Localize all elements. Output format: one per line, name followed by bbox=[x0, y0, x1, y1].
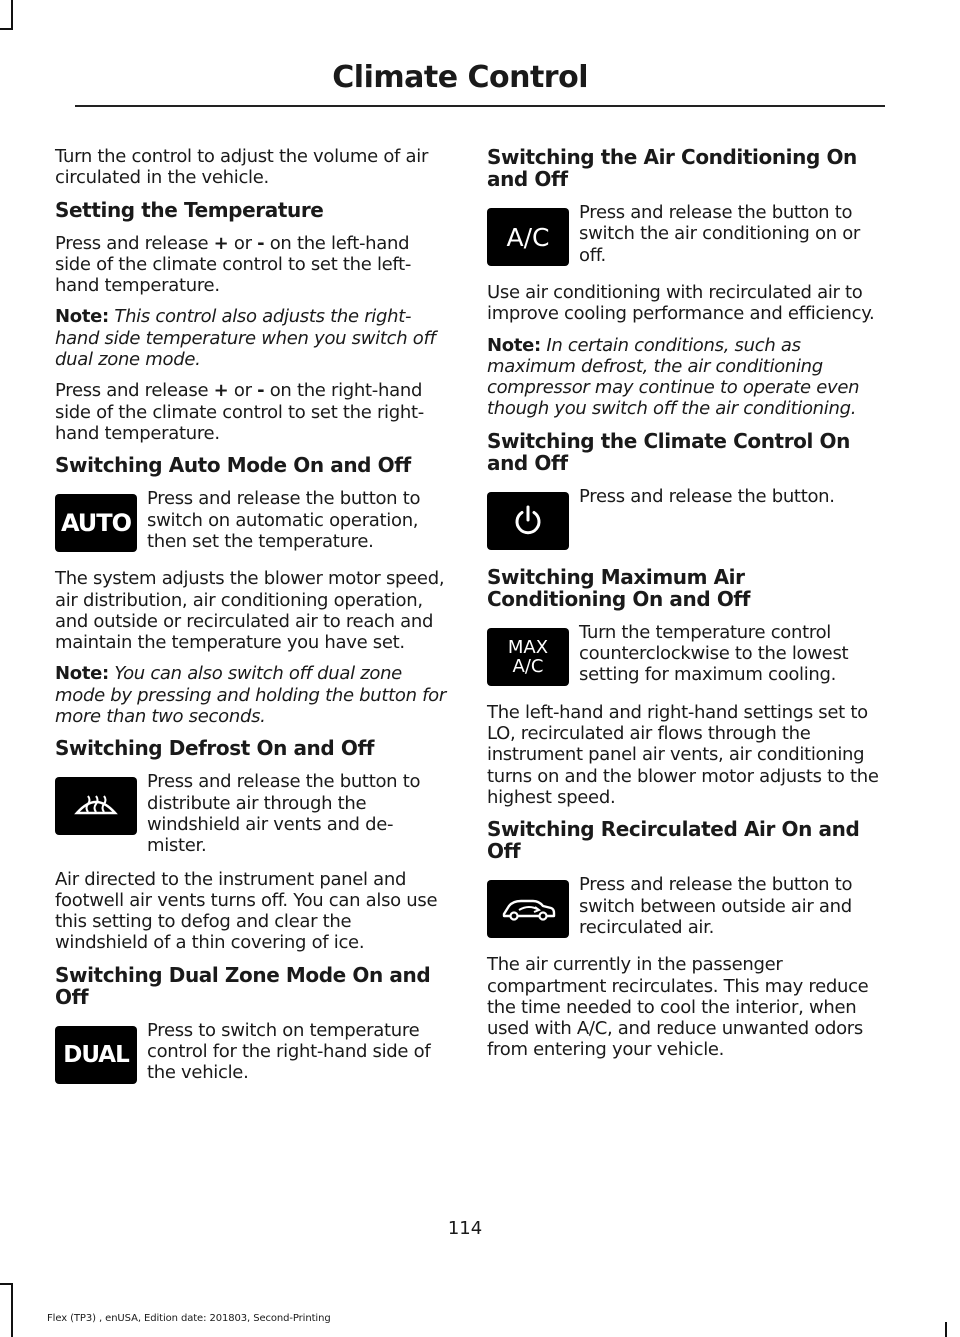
air-conditioning-paragraph: Use air conditioning with recirculated air to improve cooling performance and efficiency. bbox=[487, 282, 875, 325]
intro-paragraph: Turn the control to adjust the volume of air circulated in the vehicle. bbox=[55, 146, 429, 189]
air-conditioning-block bbox=[487, 202, 879, 270]
footer-edition-info: Flex (TP3) , enUSA, Edition date: 201803, Second-Printing bbox=[47, 1313, 331, 1324]
dual-zone-button-icon: DUAL bbox=[55, 1026, 137, 1084]
heading-setting-temperature: Setting the Temperature bbox=[55, 197, 324, 222]
power-text: Press and release the button. bbox=[579, 485, 835, 507]
auto-mode-note: Note: You can also switch off dual zone mode by pressing and holding the button for more than two seconds. bbox=[55, 663, 446, 728]
plus-symbol: + bbox=[213, 232, 229, 254]
temperature-left-paragraph: Press and release + or - on the left-hand side of the climate control to set the left-hand temperature. bbox=[55, 232, 412, 297]
crop-mark-bottom-left-vertical bbox=[11, 1283, 13, 1337]
max-ac-text: Turn the temperature control counterclockwise to the lowest setting for maximum cooling. bbox=[579, 621, 849, 686]
air-conditioning-button-icon: A/C bbox=[487, 208, 569, 266]
auto-mode-text: Press and release the button to switch on automatic operation, then set the temperature. bbox=[147, 488, 421, 552]
heading-climate-control-power: Switching the Climate Control On and Off bbox=[487, 428, 850, 475]
power-block bbox=[487, 486, 879, 554]
crop-mark-bottom-left-horizontal bbox=[0, 1283, 13, 1285]
max-ac-paragraph: The left-hand and right-hand settings set to LO, recirculated air flows through the instrument panel air vents, air conditioning turns on and the blower motor adjusts to the highest speed. bbox=[487, 701, 879, 808]
max-ac-block bbox=[487, 622, 879, 690]
dual-zone-text: Press to switch on temperature control for the right-hand side of the vehicle. bbox=[147, 1019, 431, 1084]
max-ac-button-icon: MAX A/C bbox=[487, 628, 569, 686]
page-title: Climate Control bbox=[332, 60, 588, 95]
temperature-note: Note: This control also adjusts the right-hand side temperature when you switch off dual zone mode. bbox=[55, 306, 436, 371]
page-number: 114 bbox=[447, 1218, 483, 1239]
temperature-right-paragraph: Press and release + or - on the right-hand side of the climate control to set the right-hand temperature. bbox=[55, 380, 424, 444]
heading-dual-zone: Switching Dual Zone Mode On and Off bbox=[55, 962, 431, 1009]
defrost-paragraph: Air directed to the instrument panel and footwell air vents turns off. You can also use this setting to defog and clear the windshield of a thin covering of ice. bbox=[55, 868, 438, 954]
minus-symbol: - bbox=[257, 232, 265, 254]
title-rule bbox=[75, 105, 885, 107]
windshield-defrost-icon bbox=[55, 777, 137, 835]
recirculated-air-block bbox=[487, 874, 879, 942]
heading-max-ac: Switching Maximum Air Conditioning On and Off bbox=[487, 564, 751, 611]
auto-button-icon: AUTO bbox=[55, 494, 137, 552]
heading-recirculated-air: Switching Recirculated Air On and Off bbox=[487, 817, 860, 864]
power-button-icon bbox=[487, 492, 569, 550]
right-column bbox=[487, 146, 879, 1071]
auto-mode-paragraph: The system adjusts the blower motor speed, air distribution, air conditioning operation, and outside or recirculated air to reach and maintain the temperature you have set. bbox=[55, 568, 445, 654]
air-conditioning-note: Note: In certain conditions, such as maximum defrost, the air conditioning compressor may continue to operate even though you switch off the air conditioning. bbox=[487, 334, 860, 420]
crop-mark-bottom-right-vertical bbox=[945, 1322, 947, 1337]
crop-mark-top-left-vertical bbox=[11, 0, 13, 30]
recirculated-air-icon bbox=[487, 880, 569, 938]
dual-zone-block bbox=[55, 1020, 447, 1088]
heading-defrost: Switching Defrost On and Off bbox=[55, 736, 375, 761]
recirculated-air-paragraph: The air currently in the passenger compartment recirculates. This may reduce the time needed to cool the interior, when used with A/C, and reduce unwanted odors from entering your vehicle. bbox=[487, 954, 869, 1061]
recirculated-air-text: Press and release the button to switch between outside air and recirculated air. bbox=[579, 874, 853, 938]
defrost-block bbox=[55, 771, 447, 856]
left-column bbox=[55, 146, 447, 1100]
heading-air-conditioning: Switching the Air Conditioning On and Off bbox=[487, 145, 857, 191]
heading-auto-mode: Switching Auto Mode On and Off bbox=[55, 453, 411, 478]
auto-mode-block bbox=[55, 488, 447, 556]
crop-mark-top-left-horizontal bbox=[0, 28, 13, 30]
air-conditioning-text: Press and release the button to switch the air conditioning on or off. bbox=[579, 202, 861, 266]
defrost-text: Press and release the button to distribute air through the windshield air vents and de-mister. bbox=[147, 771, 421, 857]
